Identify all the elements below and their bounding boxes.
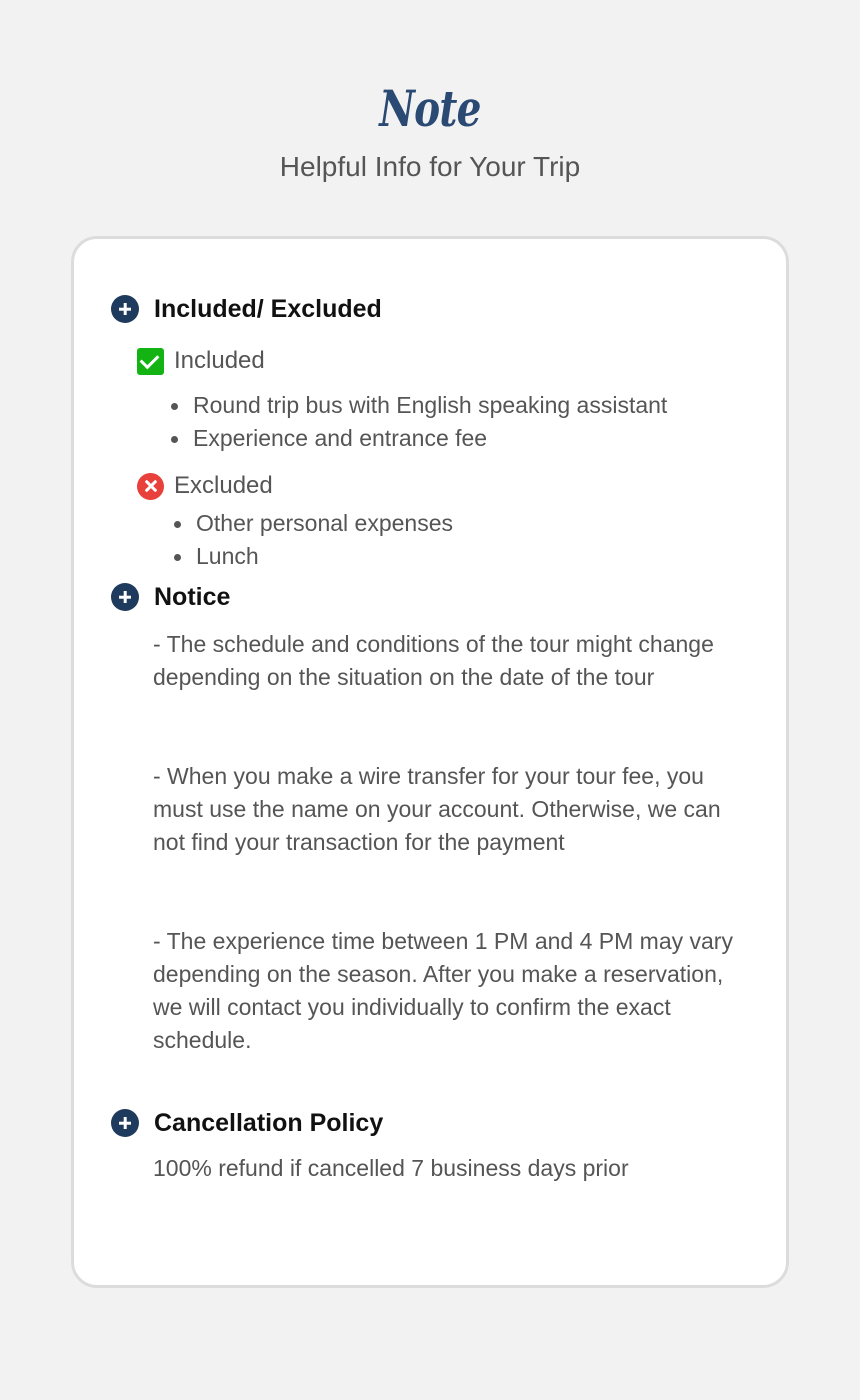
plus-circle-icon[interactable]	[111, 1109, 139, 1137]
list-item: Other personal expenses	[174, 507, 453, 540]
excluded-label: Excluded	[174, 472, 273, 499]
list-item: Experience and entrance fee	[171, 422, 667, 455]
notice-paragraph: - The schedule and conditions of the tour might change depending on the situation on the date of the tour	[153, 631, 714, 690]
list-item: Lunch	[174, 540, 453, 573]
section-included-excluded[interactable]	[111, 294, 382, 324]
excluded-list	[174, 507, 453, 573]
notice-paragraph: - The experience time between 1 PM and 4 PM may vary depending on the season. After you make a reservation, we will contact you individually to confirm the exact schedule.	[153, 928, 733, 1053]
plus-circle-icon[interactable]	[111, 583, 139, 611]
page-subtitle: Helpful Info for Your Trip	[279, 151, 581, 182]
section-title: Cancellation Policy	[154, 1109, 384, 1137]
section-title: Included/ Excluded	[154, 295, 382, 323]
plus-circle-icon[interactable]	[111, 295, 139, 323]
cancellation-text: 100% refund if cancelled 7 business days prior	[153, 1155, 629, 1181]
info-card	[71, 236, 789, 1288]
section-cancellation-policy[interactable]	[111, 1108, 383, 1138]
list-item: Round trip bus with English speaking assistant	[171, 389, 667, 422]
included-label: Included	[174, 347, 265, 374]
section-title: Notice	[154, 583, 231, 611]
included-heading	[137, 346, 265, 376]
section-notice[interactable]	[111, 582, 230, 612]
checkmark-icon	[137, 348, 164, 375]
included-list	[171, 389, 667, 455]
notice-paragraph: - When you make a wire transfer for your tour fee, you must use the name on your account. Otherwise, we can not find your transaction for the payment	[153, 763, 721, 855]
page-title: Note	[379, 79, 481, 138]
page-header	[0, 78, 860, 184]
cross-icon	[137, 473, 164, 500]
excluded-heading	[137, 471, 273, 501]
